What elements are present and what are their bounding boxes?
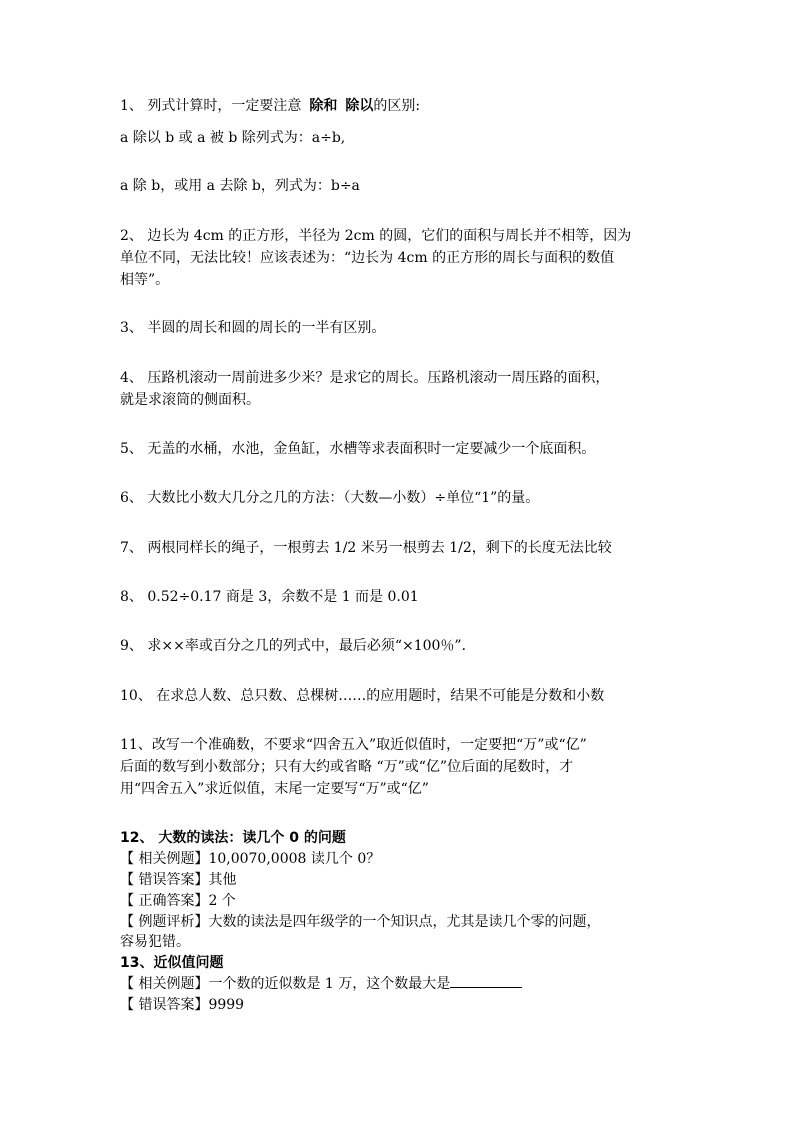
item-7: 7、 两根同样长的绳子，一根剪去 1/2 米另一根剪去 1/2，剩下的长度无法比较 (120, 540, 612, 556)
item-11-line-1: 11、改写一个准确数，不要求“四舍五入”取近似值时，一定要把“万”或“亿” (120, 737, 587, 753)
item-12-correct-answer: 【 正确答案】2 个 (120, 893, 236, 909)
item-2-line-3: 相等”。 (120, 272, 170, 288)
item-6: 6、 大数比小数大几分之几的方法：（大数—小数）÷单位“1”的量。 (120, 490, 540, 506)
item-10: 10、 在求总人数、总只数、总棵树……的应用题时，结果不可能是分数和小数 (120, 688, 605, 704)
item-12-heading: 12、 大数的读法：读几个 0 的问题 (120, 830, 346, 846)
item-1-suffix: 的区别: (373, 98, 421, 114)
item-12-wrong-answer: 【 错误答案】其他 (120, 872, 237, 888)
item-1-bold-chu-yi: 除以 (345, 98, 374, 114)
item-11-line-2: 后面的数写到小数部分；只有大约或省略 “万”或“亿”位后面的尾数时，才 (120, 759, 574, 775)
item-5: 5、 无盖的水桶，水池，金鱼缸，水槽等求表面积时一定要减少一个底面积。 (120, 441, 596, 457)
item-13-wrong-answer: 【 错误答案】9999 (120, 997, 245, 1013)
item-13-example-text: 【 相关例题】一个数的近似数是 1 万，这个数最大是 (120, 976, 451, 992)
item-1-line-1 (120, 96, 420, 116)
item-9: 9、 求××率或百分之几的列式中，最后必须“×100％”． (120, 638, 476, 654)
item-2-line-1: 2、 边长为 4cm 的正方形，半径为 2cm 的圆，它们的面积与周长并不相等，因为 (120, 228, 632, 244)
item-13-heading: 13、近似值问题 (120, 955, 224, 971)
item-1-bold-chu-he: 除和 (309, 98, 338, 114)
item-12-analysis-line-2: 容易犯错。 (120, 934, 190, 950)
item-4-line-1: 4、 压路机滚动一周前进多少米？是求它的周长。压路机滚动一周压路的面积， (120, 370, 610, 386)
item-1-prefix: 1、 列式计算时，一定要注意 (120, 98, 302, 114)
item-1-line-3: a 除 b，或用 a 去除 b，列式为：b÷a (120, 178, 360, 194)
item-3: 3、 半圆的周长和圆的周长的一半有区别。 (120, 320, 386, 336)
item-8: 8、 0.52÷0.17 商是 3，余数不是 1 而是 0.01 (120, 589, 419, 605)
item-4-line-2: 就是求滚筒的侧面积。 (120, 392, 260, 408)
item-11-line-3: 用“四舍五入”求近似值，末尾一定要写“万”或“亿” (120, 781, 429, 797)
item-2-line-2: 单位不同，无法比较！应该表述为：“边长为 4cm 的正方形的周长与面积的数值 (120, 250, 615, 266)
item-12-example: 【 相关例题】10,0070,0008 读几个 0？ (120, 851, 381, 867)
item-12-analysis-line-1: 【 例题评析】大数的读法是四年级学的一个知识点，尤其是读几个零的问题， (120, 914, 601, 930)
item-1-line-2: a 除以 b 或 a 被 b 除列式为：a÷b, (120, 130, 346, 146)
item-13-example (120, 974, 522, 994)
answer-blank (450, 974, 522, 988)
